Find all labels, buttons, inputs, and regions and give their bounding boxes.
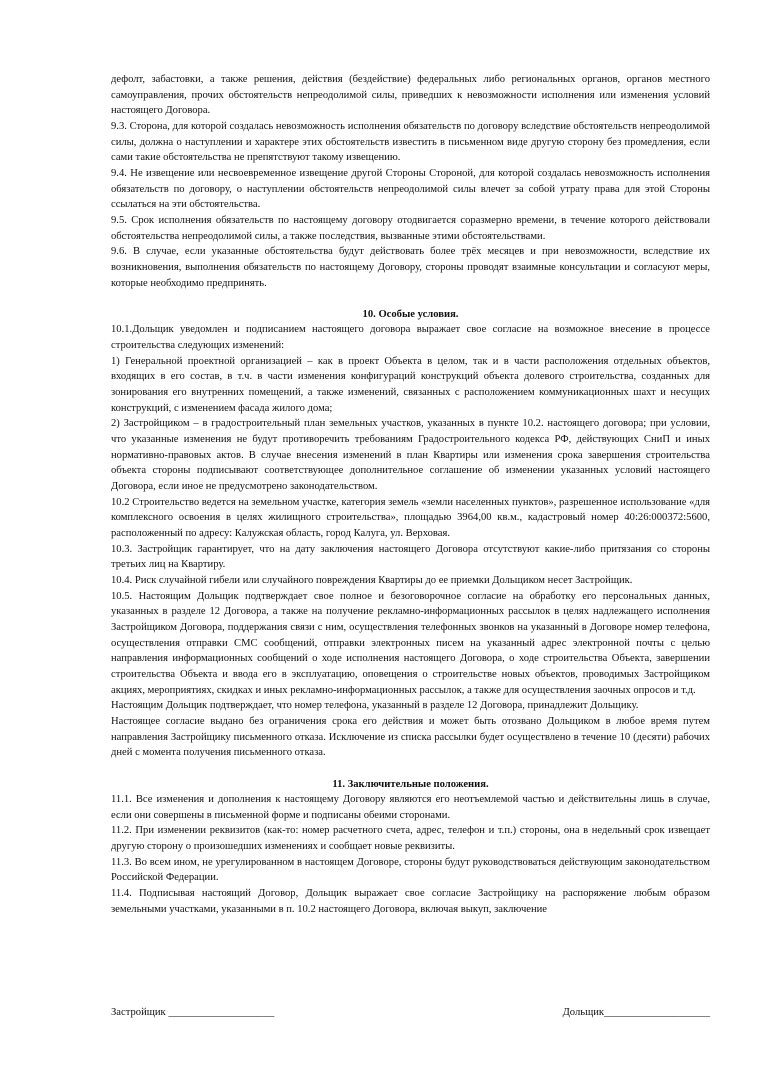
paragraph-11-3: 11.3. Во всем ином, не урегулированном в настоящем Договоре, стороны будут руководствоваться действующим законодательством Российской Федерации. (111, 856, 710, 884)
shareholder-signature-line: Дольщик____________________ (562, 1007, 710, 1018)
paragraph-11-1: 11.1. Все изменения и дополнения к настоящему Договору являются его неотъемлемой частью и действительны лишь в случае, если они совершены в письменной форме и подписаны обеими сторонами. (111, 794, 710, 821)
paragraph-9-6: 9.6. В случае, если указанные обстоятельства будут действовать более трёх месяцев и при невозможности, вследствие их возникновения, выполнения обязательств по настоящему Договору, стороны проводят взаимные консультации и согласуют меры, которые необходимо предпринять. (111, 246, 710, 289)
paragraph-10-3: 10.3. Застройщик гарантирует, что на дату заключения настоящего Договора отсутствуют какие-либо притязания со стороны третьих лиц на Квартиру. (111, 543, 710, 571)
paragraph-10-1-item-2: 2) Застройщиком – в градостроительный план земельных участков, указанных в пункте 10.2. настоящего договора; при условии, что указанные изменения не будут противоречить требованиям Градостроительного кодекса РФ, действующих СниП и иных нормативно-правовых актов. В случае внесения изменений в план Квартиры или изменения срока завершения строительства объекта стороны подписывают соответствующее дополнительное соглашение об изменении указанных условий настоящего Договора, если иное не предусмотрено законодательством. (111, 418, 710, 493)
document-body (111, 72, 710, 917)
paragraph-10-1: 10.1.Дольщик уведомлен и подписанием настоящего договора выражает свое согласие на возможное внесение в процессе строительства следующих изменений: (111, 324, 710, 352)
section-11-title: 11. Заключительные положения. (332, 778, 489, 790)
paragraph-10-2: 10.2 Строительство ведется на земельном участке, категория земель «земли населенных пунктов», разрешенное использование «для комплексного освоения в целях жилищного строительства», площадью 3964,00 кв.м., кадастровый номер 40:26:000372:5600, расположенный по адресу: Калужская область, город Калуга, ул. Верховая. (111, 496, 710, 540)
paragraph-9-3: 9.3. Сторона, для которой создалась невозможность исполнения обязательств по договору вследствие обстоятельств непреодолимой силы, должна о наступлении и характере этих обстоятельств известить в письменном виде другую сторону без промедления, если сами такие обстоятельства не препятствуют такому извещению. (111, 120, 710, 164)
paragraph-9-4: 9.4. Не извещение или несвоевременное извещение другой Стороны Стороной, для которой создалась невозможность исполнения обязательств по договору, о наступлении обстоятельств непреодолимой силы влечет за собой утрату права для этой Стороны ссылаться на эти обстоятельства. (111, 167, 710, 211)
paragraph-10-1-item-1: 1) Генеральной проектной организацией – как в проект Объекта в целом, так и в части расположения отдельных объектов, входящих в его состав, в т.ч. в части изменения конфигураций конструкций объекта долевого строительства, созданных для зонирования его внутренних помещений, а также изменений, связанных с расположением коммуникационных шахт и несущих конструкций, с изменением фасада жилого дома; (111, 355, 710, 414)
section-10-title: 10. Особые условия. (362, 308, 459, 320)
paragraph-10-5-phone: Настоящим Дольщик подтверждает, что номер телефона, указанный в разделе 12 Договора, принадлежит Дольщику. (111, 700, 639, 712)
signature-footer (111, 1005, 710, 1021)
paragraph-10-5-consent: Настоящее согласие выдано без ограничения срока его действия и может быть отозвано Дольщиком в любое время путем направления Застройщику письменного отказа. Исключение из списка рассылки будет осуществлено в течение 10 (десяти) рабочих дней с момента получения письменного отказа. (111, 715, 710, 759)
paragraph-11-2: 11.2. При изменении реквизитов (как-то: номер расчетного счета, адрес, телефон и т.п.) стороны, она в недельный срок извещает другую сторону о произошедших изменениях и сообщает новые реквизиты. (111, 825, 710, 853)
paragraph-9-2-end: дефолт, забастовки, а также решения, действия (бездействие) федеральных либо региональных органов, органов местного самоуправления, прочих обстоятельств непреодолимой силы, приведших к невозможности исполнения или изменения условий настоящего Договора. (111, 74, 710, 117)
developer-signature-line: Застройщик ____________________ (111, 1007, 275, 1018)
paragraph-10-4: 10.4. Риск случайной гибели или случайного повреждения Квартиры до ее приемки Дольщиком несет Застройщик. (111, 574, 633, 586)
paragraph-11-4: 11.4. Подписывая настоящий Договор, Дольщик выражает свое согласие Застройщику на распоряжение любым образом земельными участками, указанными в п. 10.2 настоящего Договора, включая выкуп, заключение (111, 888, 710, 915)
paragraph-10-5: 10.5. Настоящим Дольщик подтверждает свое полное и безоговорочное согласие на обработку его персональных данных, указанных в разделе 12 Договора, а также на получение рекламно-информационных рассылок в целях надлежащего исполнения Застройщиком Договора, поддержания связи с ним, осуществления телефонных звонков на указанный в Договоре номер телефона, осуществления отправки СМС сообщений, отправки электронных писем на указанный адрес электронной почты с целью направления информационных сообщений о ходе исполнения настоящего Договора, о ходе строительства Объекта, завершении строительства Объекта и ввода его в эксплуатацию, оповещения о строительстве новых объектов, проводимых Застройщиком акциях, мероприятиях, скидках и иных рекламно-информационных рассылок, а также для осуществления заочных опросов и т.д. (111, 590, 710, 696)
paragraph-9-5: 9.5. Срок исполнения обязательств по настоящему договору отодвигается соразмерно времени, в течение которого действовали обстоятельства непреодолимой силы, а также последствия, вызванные этими обстоятельствами. (111, 214, 710, 242)
